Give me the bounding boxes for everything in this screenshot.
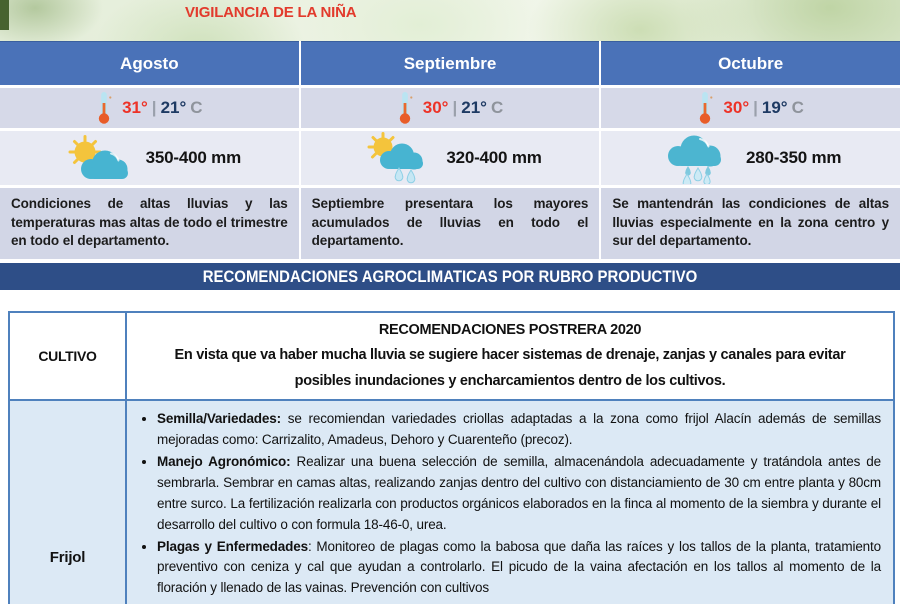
precipitation-value: 280-350 mm (745, 148, 842, 167)
section-banner-title: RECOMENDACIONES AGROCLIMATICAS POR RUBRO PRODUCTIVO (202, 266, 698, 286)
crop-row-frijol (10, 399, 893, 604)
temp-low: 21° (160, 98, 187, 117)
list-item (157, 537, 881, 600)
recommendations-header-row (10, 313, 893, 399)
precip-cell-septiembre (301, 131, 600, 185)
desc-cell-agosto (0, 188, 299, 259)
bullet-label: Semilla/Variedades: (157, 411, 281, 426)
bullet-label: Plagas y Enfermedades (157, 538, 308, 554)
description-row (0, 188, 900, 259)
crop-recommendations-cell (127, 401, 893, 604)
crop-name-cell (10, 401, 127, 604)
temp-unit: C (490, 98, 504, 117)
vigilancia-title: VIGILANCIA DE LA NIÑA (185, 4, 357, 21)
temp-cell-agosto (0, 88, 299, 128)
recommendations-subtitle: En vista que va haber mucha lluvia se sugiere hacer sistemas de drenaje, zanjas y canales para evitar posibles inundaciones y encharcamientos dentro de los cultivos. (174, 347, 846, 389)
thermometer-icon (96, 91, 112, 125)
temperature-row (0, 88, 900, 128)
forecast-table (0, 41, 900, 259)
recommendations-title: RECOMENDACIONES POSTRERA 2020 (378, 321, 642, 338)
month-header-agosto (0, 41, 299, 85)
temp-low: 19° (761, 98, 788, 117)
cultivo-header-cell: CULTIVO (10, 313, 127, 399)
precip-cell-octubre (601, 131, 900, 185)
list-item (157, 452, 881, 536)
temp-high: 31° (122, 98, 148, 117)
precipitation-row (0, 131, 900, 185)
month-label: Octubre (718, 53, 784, 73)
temp-unit: C (791, 98, 804, 117)
temp-cell-octubre (601, 88, 900, 128)
thermometer-icon (697, 91, 713, 125)
list-item (157, 409, 881, 451)
recommendations-header-cell (127, 313, 893, 399)
cloud-rain-icon (660, 132, 732, 184)
thermometer-icon (397, 91, 413, 125)
month-header-row (0, 41, 900, 85)
month-header-septiembre (301, 41, 600, 85)
sun-cloud-icon (58, 135, 132, 181)
month-description: Septiembre presentara los mayores acumulados de lluvias en todo el departamento. (311, 196, 589, 249)
temp-high: 30° (723, 98, 750, 117)
desc-cell-septiembre (301, 188, 600, 259)
bullet-text: : Monitoreo de plagas como la babosa que daña las raíces y los tallos de la planta, tratamiento preventivo con ceniza y cal que ayudan a controlarlo. El picudo de la vaina afectación en los tallos al momento de la floración y llenado de las vainas. Prevención con cultivos (157, 538, 881, 596)
sun-cloud-rain-icon (358, 132, 432, 184)
section-banner (0, 263, 900, 290)
hero-banner (0, 0, 900, 41)
month-header-octubre (601, 41, 900, 85)
bullet-text: Realizar una buena selección de semilla, almacenándola adecuadamente y tratándola antes de sembrarla. Sembrar en camas altas, realizando zanjas dentro del cultivo con distanciamiento de 30 cm entre planta y 80cm entre surco. La fertilización realizarla con productos orgánicos elaborados en la finca al momento de la siembra y durante el desarrollo del cultivo o con formula 18-46-0, urea. (157, 453, 881, 532)
precipitation-value: 320-400 mm (446, 148, 542, 167)
bullet-label: Manejo Agronómico: (157, 453, 291, 469)
precip-cell-agosto (0, 131, 299, 185)
bullet-text: se recomiendan variedades criollas adaptadas a la zona como frijol Alacín además de semillas mejoradas como: Carrizalito, Amadeus, Dehoro y Cuarenteño (precoz). (157, 411, 881, 447)
crop-name: Frijol (49, 549, 86, 566)
temp-unit: C (190, 98, 203, 117)
recommendations-table (8, 311, 895, 604)
temp-separator: | (151, 98, 157, 117)
month-label: Agosto (120, 53, 179, 73)
precipitation-value: 350-400 mm (145, 148, 241, 167)
temp-separator: | (753, 98, 758, 117)
desc-cell-octubre (601, 188, 900, 259)
temp-low: 21° (461, 98, 487, 117)
month-label: Septiembre (403, 53, 497, 73)
recommendation-list (141, 409, 881, 599)
temp-high: 30° (422, 98, 449, 117)
month-description: Se mantendrán las condiciones de altas lluvias especialmente en la zona centro y sur del departamento. (612, 196, 889, 249)
month-description: Condiciones de altas lluvias y las temperaturas mas altas de todo el trimestre en todo el departamento. (11, 196, 288, 249)
temp-separator: | (452, 98, 458, 117)
temp-cell-septiembre (301, 88, 600, 128)
